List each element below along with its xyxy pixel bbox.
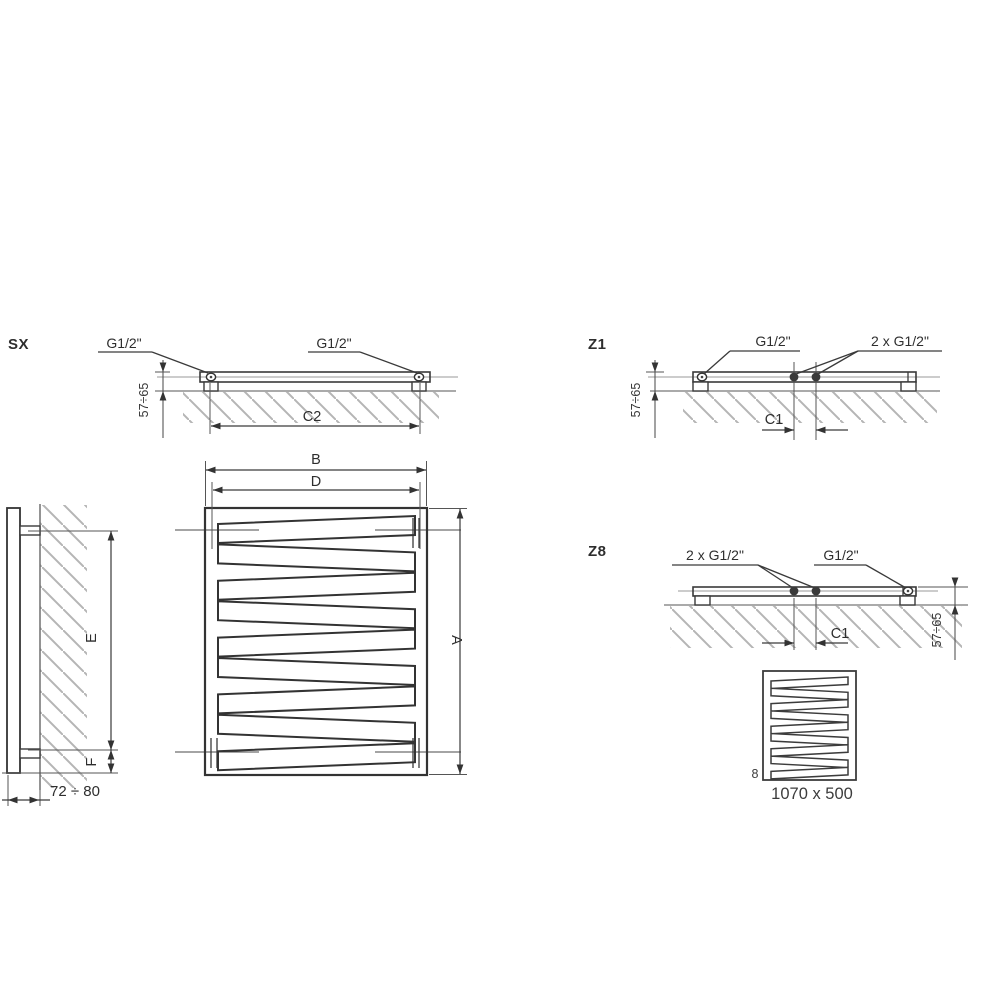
- z8-wall-distance-text: 57÷65: [930, 612, 944, 648]
- arrowhead: [206, 467, 216, 474]
- z8-top-view: [588, 543, 968, 660]
- z1-left-leader-line: [704, 351, 730, 374]
- sx-top-view: [8, 335, 458, 438]
- front-overall-width-text: B: [311, 452, 321, 468]
- z1-center-leader-line-2: [818, 351, 858, 374]
- sx-left-connection-label: G1/2": [106, 335, 142, 351]
- side-wall-depth-text: 72 ÷ 80: [50, 783, 100, 800]
- arrowhead: [108, 750, 115, 760]
- arrowhead: [785, 427, 795, 434]
- arrowhead: [652, 363, 659, 373]
- z1-wall-distance-text: 57÷65: [629, 382, 643, 418]
- z8-center-leader-line-2: [758, 565, 815, 588]
- z8-right-leader-line: [866, 565, 906, 588]
- arrowhead: [108, 741, 115, 751]
- z1-left-port-dot: [701, 376, 704, 379]
- front-overall-height-text: A: [448, 635, 464, 645]
- z1-view-label: Z1: [588, 336, 607, 353]
- variant-size-text: 1070 x 500: [771, 785, 853, 803]
- arrowhead: [8, 797, 18, 804]
- sx-right-port-dot: [418, 376, 421, 379]
- sx-right-bracket: [412, 382, 426, 391]
- z8-left-bracket: [695, 596, 710, 605]
- arrowhead: [457, 509, 464, 519]
- arrowhead: [952, 578, 959, 588]
- arrowhead: [457, 765, 464, 775]
- front-view: [175, 452, 467, 775]
- arrowhead: [213, 487, 223, 494]
- z8-right-port-dot: [907, 590, 910, 593]
- z8-center-connections-label: 2 x G1/2": [686, 547, 744, 563]
- z1-top-view: [588, 333, 942, 440]
- sx-spacing-text: C2: [302, 409, 322, 425]
- arrowhead: [160, 363, 167, 373]
- front-collector-width-text: D: [310, 474, 322, 490]
- arrowhead: [108, 531, 115, 541]
- sx-right-leader-line: [360, 352, 417, 373]
- z1-wall-hatch: [683, 392, 937, 423]
- variant-zigzag-tubes: [771, 677, 848, 779]
- z8-center-port-1: [790, 587, 799, 596]
- variant-thumbnail: [752, 671, 856, 803]
- arrowhead: [160, 391, 167, 401]
- z1-center-connections-label: 2 x G1/2": [871, 333, 929, 349]
- z1-left-connection-label: G1/2": [755, 333, 791, 349]
- side-view: [2, 504, 118, 806]
- side-upper-span-text: E: [84, 633, 100, 643]
- arrowhead: [410, 487, 420, 494]
- side-radiator-bar: [7, 508, 20, 773]
- z1-left-bracket: [693, 382, 708, 391]
- sx-wall-distance-text: 57÷65: [137, 382, 151, 418]
- z1-spacing-text: C1: [764, 412, 784, 428]
- variant-tube-count: 8: [751, 767, 759, 781]
- z8-view-label: Z8: [588, 543, 607, 560]
- arrowhead: [652, 391, 659, 401]
- sx-view-label: SX: [8, 336, 30, 353]
- arrowhead: [30, 797, 40, 804]
- sx-right-connection-label: G1/2": [316, 335, 352, 351]
- side-lower-span-text: F: [84, 757, 100, 767]
- side-wall-hatch: [40, 505, 87, 788]
- arrowhead: [417, 467, 427, 474]
- arrowhead: [410, 423, 420, 430]
- arrowhead: [211, 423, 221, 430]
- sx-left-bracket: [204, 382, 218, 391]
- z1-center-leader-line-1: [796, 351, 858, 374]
- z1-right-bracket: [901, 382, 916, 391]
- z8-right-connection-label: G1/2": [823, 547, 859, 563]
- front-zigzag-tubes: [218, 516, 415, 770]
- z8-center-port-2: [812, 587, 821, 596]
- sx-left-port-dot: [210, 376, 213, 379]
- z8-right-bracket: [900, 596, 915, 605]
- arrowhead: [108, 764, 115, 774]
- arrowhead: [816, 427, 826, 434]
- z8-spacing-text: C1: [830, 626, 850, 642]
